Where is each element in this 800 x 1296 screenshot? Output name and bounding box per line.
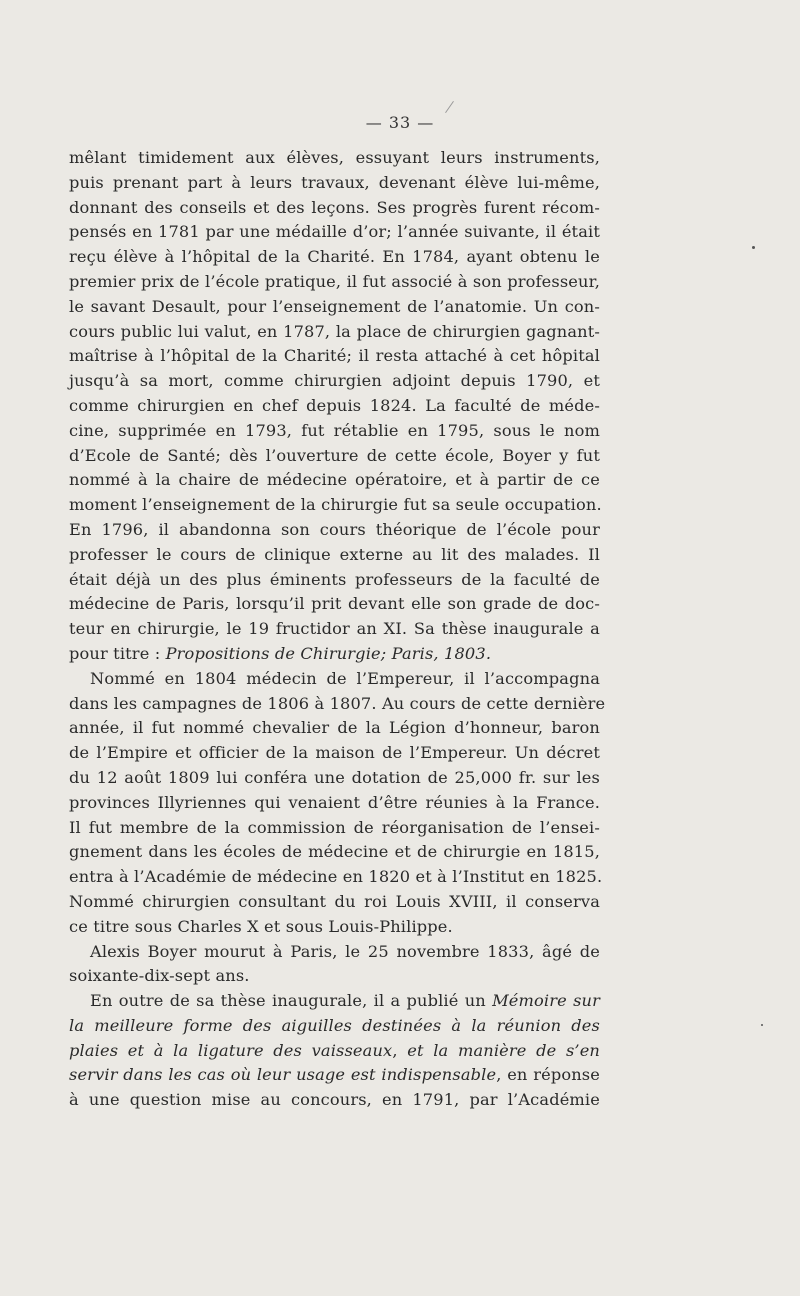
body-text [69, 146, 606, 1113]
text-run: cine, supprimée en 1793, fut rétablie en 1795, sous le nom [69, 420, 600, 440]
text-run: dans les campagnes de 1806 à 1807. Au cours de cette dernière [69, 693, 606, 713]
text-line [69, 716, 600, 741]
text-run: était déjà un des plus éminents professeurs de la faculté de [69, 569, 600, 589]
text-line [69, 394, 600, 419]
paragraph [69, 146, 600, 667]
text-run: à une question mise au concours, en 1791, par l’Académie [69, 1090, 600, 1110]
text-run: jusqu’à sa mort, comme chirurgien adjoint depuis 1790, et [69, 371, 600, 391]
text-line [69, 543, 600, 568]
text-line [69, 320, 600, 345]
text-run: En 1796, il abandonna son cours théorique de l’école pour [69, 519, 600, 539]
text-run: nommé à la chaire de médecine opératoire, et à partir de ce [69, 470, 600, 490]
text-run: Nommé en 1804 médecin de l’Empereur, il l’accompagna [90, 668, 600, 688]
text-line [69, 493, 600, 518]
text-run: moment l’enseignement de la chirurgie fut sa seule occupation. [69, 495, 602, 515]
text-line [69, 146, 600, 171]
text-line [69, 369, 600, 394]
page-number: — 33 — [365, 113, 435, 132]
text-run: entra à l’Académie de médecine en 1820 et à l’Institut en 1825. [69, 867, 603, 887]
text-run: comme chirurgien en chef depuis 1824. La faculté de méde- [69, 395, 600, 415]
italic-text: la meilleure forme des aiguilles destinées à la réunion des [69, 1015, 600, 1035]
ink-speck [752, 246, 755, 249]
text-line [69, 295, 600, 320]
text-run: mêlant timidement aux élèves, essuyant leurs instruments, [69, 148, 600, 167]
text-line [69, 915, 600, 940]
text-run: donnant des conseils et des leçons. Ses progrès furent récom- [69, 197, 600, 217]
text-run: le savant Desault, pour l’enseignement de l’anatomie. Un con- [69, 296, 600, 316]
text-run: premier prix de l’école pratique, il fut associé à son professeur, [69, 271, 600, 291]
text-line [69, 940, 600, 965]
text-line [69, 1039, 600, 1064]
text-line [69, 568, 600, 593]
text-line [69, 791, 600, 816]
text-run: Il fut membre de la commission de réorganisation de l’ensei- [69, 817, 600, 837]
text-run: reçu élève à l’hôpital de la Charité. En 1784, ayant obtenu le [69, 247, 600, 267]
text-line [69, 741, 600, 766]
text-line [69, 667, 600, 692]
text-line [69, 1014, 600, 1039]
text-line [69, 1063, 600, 1088]
text-run: professer le cours de clinique externe au lit des malades. Il [69, 544, 600, 564]
text-run: teur en chirurgie, le 19 fructidor an XI. Sa thèse inaugurale a [69, 619, 600, 639]
paragraph [69, 940, 600, 990]
text-run: pour titre : [69, 643, 166, 663]
text-run: , en réponse [496, 1065, 600, 1085]
text-run: pensés en 1781 par une médaille d’or; l’année suivante, il était [69, 222, 600, 242]
paragraph [69, 989, 600, 1113]
text-run: En outre de sa thèse inaugurale, il a publié un [90, 991, 493, 1011]
text-run: provinces Illyriennes qui venaient d’être réunies à la France. [69, 792, 600, 812]
text-run: de l’Empire et officier de la maison de l’Empereur. Un décret [69, 743, 600, 763]
text-line [69, 220, 600, 245]
text-run: du 12 août 1809 lui conféra une dotation de 25,000 fr. sur les [69, 767, 600, 787]
text-run: ce titre sous Charles X et sous Louis-Philippe. [69, 916, 453, 936]
text-run: Alexis Boyer mourut à Paris, le 25 novembre 1833, âgé de [90, 941, 600, 961]
text-line [69, 865, 603, 890]
italic-text: Propositions de Chirurgie; Paris, 1803. [165, 643, 492, 663]
italic-text: et la manière de s’en [407, 1040, 601, 1060]
text-line [69, 245, 600, 270]
text-line [69, 270, 600, 295]
text-run: , [392, 1040, 408, 1060]
page-mark [445, 101, 454, 113]
text-line [69, 196, 600, 221]
text-line [69, 419, 600, 444]
text-line [69, 592, 600, 617]
text-run: cours public lui valut, en 1787, la place de chirurgien gagnant- [69, 321, 600, 341]
text-line [69, 766, 600, 791]
paragraph [69, 667, 606, 940]
text-run: soixante-dix-sept ans. [69, 966, 250, 986]
text-line [69, 816, 600, 841]
text-line [69, 642, 600, 667]
italic-text: servir dans les cas où leur usage est indispensable [69, 1065, 497, 1085]
italic-text: Mémoire sur [492, 991, 600, 1011]
text-line [69, 171, 600, 196]
text-line [69, 518, 600, 543]
text-line [69, 989, 600, 1014]
text-line [69, 444, 600, 469]
text-line [69, 840, 600, 865]
text-line [69, 468, 600, 493]
text-line [69, 344, 600, 369]
text-run: maîtrise à l’hôpital de la Charité; il resta attaché à cet hôpital [69, 346, 600, 366]
text-run: gnement dans les écoles de médecine et de chirurgie en 1815, [69, 842, 600, 862]
text-run: Nommé chirurgien consultant du roi Louis XVIII, il conserva [69, 891, 600, 911]
text-line [69, 692, 606, 717]
text-line [69, 1088, 600, 1113]
text-run: d’Ecole de Santé; dès l’ouverture de cette école, Boyer y fut [69, 445, 600, 465]
text-line [69, 964, 600, 989]
italic-text: plaies et à la ligature des vaisseaux [69, 1040, 393, 1060]
text-line [69, 890, 600, 915]
text-run: médecine de Paris, lorsqu’il prit devant elle son grade de doc- [69, 594, 600, 614]
text-run: puis prenant part à leurs travaux, devenant élève lui-même, [69, 172, 600, 192]
text-run: année, il fut nommé chevalier de la Légion d’honneur, baron [69, 718, 600, 738]
text-line [69, 617, 600, 642]
ink-speck [761, 1024, 763, 1026]
